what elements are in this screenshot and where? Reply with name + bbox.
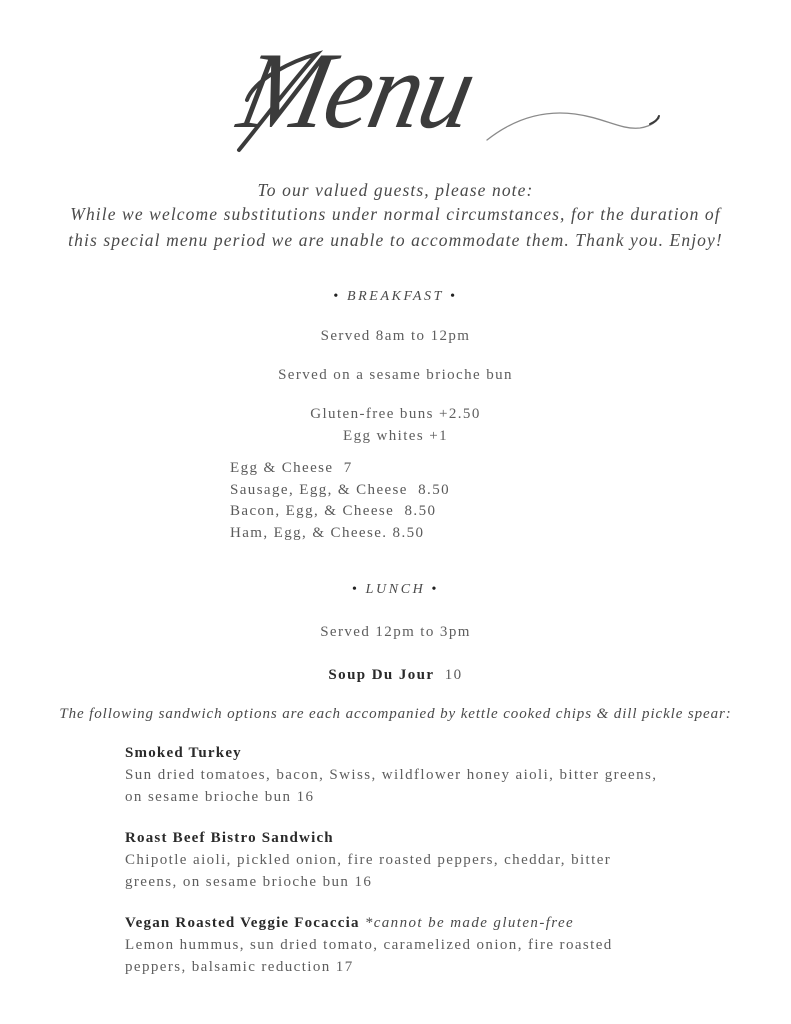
sandwich-item xyxy=(125,827,685,893)
menu-title xyxy=(225,30,665,160)
sandwich-name: Smoked Turkey xyxy=(125,745,242,761)
sandwich-description: on sesame brioche bun 16 xyxy=(125,789,315,805)
bullet-icon: • xyxy=(431,582,439,597)
sandwich-description: Sun dried tomatoes, bacon, Swiss, wildflower honey aioli, bitter greens, xyxy=(125,767,658,783)
soup-price: 10 xyxy=(444,667,463,683)
breakfast-addon: Gluten-free buns +2.50 xyxy=(310,406,481,422)
bullet-icon: • xyxy=(450,289,458,304)
breakfast-item-list xyxy=(230,458,450,545)
sandwich-description: greens, on sesame brioche bun 16 xyxy=(125,874,373,890)
gluten-free-note: *cannot be made gluten-free xyxy=(364,915,575,931)
soup-name: Soup Du Jour xyxy=(328,667,435,683)
breakfast-item: Egg & Cheese 7 xyxy=(230,460,353,476)
breakfast-item: Ham, Egg, & Cheese. 8.50 xyxy=(230,525,425,542)
sandwich-name: Roast Beef Bistro Sandwich xyxy=(125,830,334,846)
bullet-icon: • xyxy=(333,289,341,304)
breakfast-item: Bacon, Egg, & Cheese 8.50 xyxy=(230,503,437,520)
sandwich-description: Lemon hummus, sun dried tomato, caramelized onion, fire roasted xyxy=(125,937,613,953)
breakfast-bun-note: Served on a sesame brioche bun xyxy=(278,367,513,383)
sandwich-description: peppers, balsamic reduction 17 xyxy=(125,959,354,975)
title-text: Menu xyxy=(229,30,485,152)
notice-line-1: To our valued guests, please note: xyxy=(257,180,534,200)
breakfast-heading xyxy=(0,287,791,307)
sandwich-accompaniment-note: The following sandwich options are each accompanied by kettle cooked chips & dill pickle spear: xyxy=(59,706,732,722)
sandwich-item xyxy=(125,742,685,808)
notice-line-2: While we welcome substitutions under normal circumstances, for the duration of xyxy=(70,204,721,224)
sandwich-name: Vegan Roasted Veggie Focaccia xyxy=(125,915,360,931)
lunch-heading xyxy=(0,580,791,600)
breakfast-addon: Egg whites +1 xyxy=(343,428,448,444)
breakfast-hours: Served 8am to 12pm xyxy=(320,328,471,344)
notice-line-3: this special menu period we are unable to accommodate them. Thank you. Enjoy! xyxy=(68,230,723,250)
bullet-icon: • xyxy=(352,582,360,597)
sandwich-description: Chipotle aioli, pickled onion, fire roasted peppers, cheddar, bitter xyxy=(125,852,612,868)
lunch-heading-label: LUNCH xyxy=(365,582,426,597)
breakfast-item: Sausage, Egg, & Cheese 8.50 xyxy=(230,481,450,498)
soup-item xyxy=(0,664,791,686)
sandwich-item xyxy=(125,912,685,978)
breakfast-heading-label: BREAKFAST xyxy=(346,289,445,304)
lunch-hours: Served 12pm to 3pm xyxy=(320,624,471,640)
